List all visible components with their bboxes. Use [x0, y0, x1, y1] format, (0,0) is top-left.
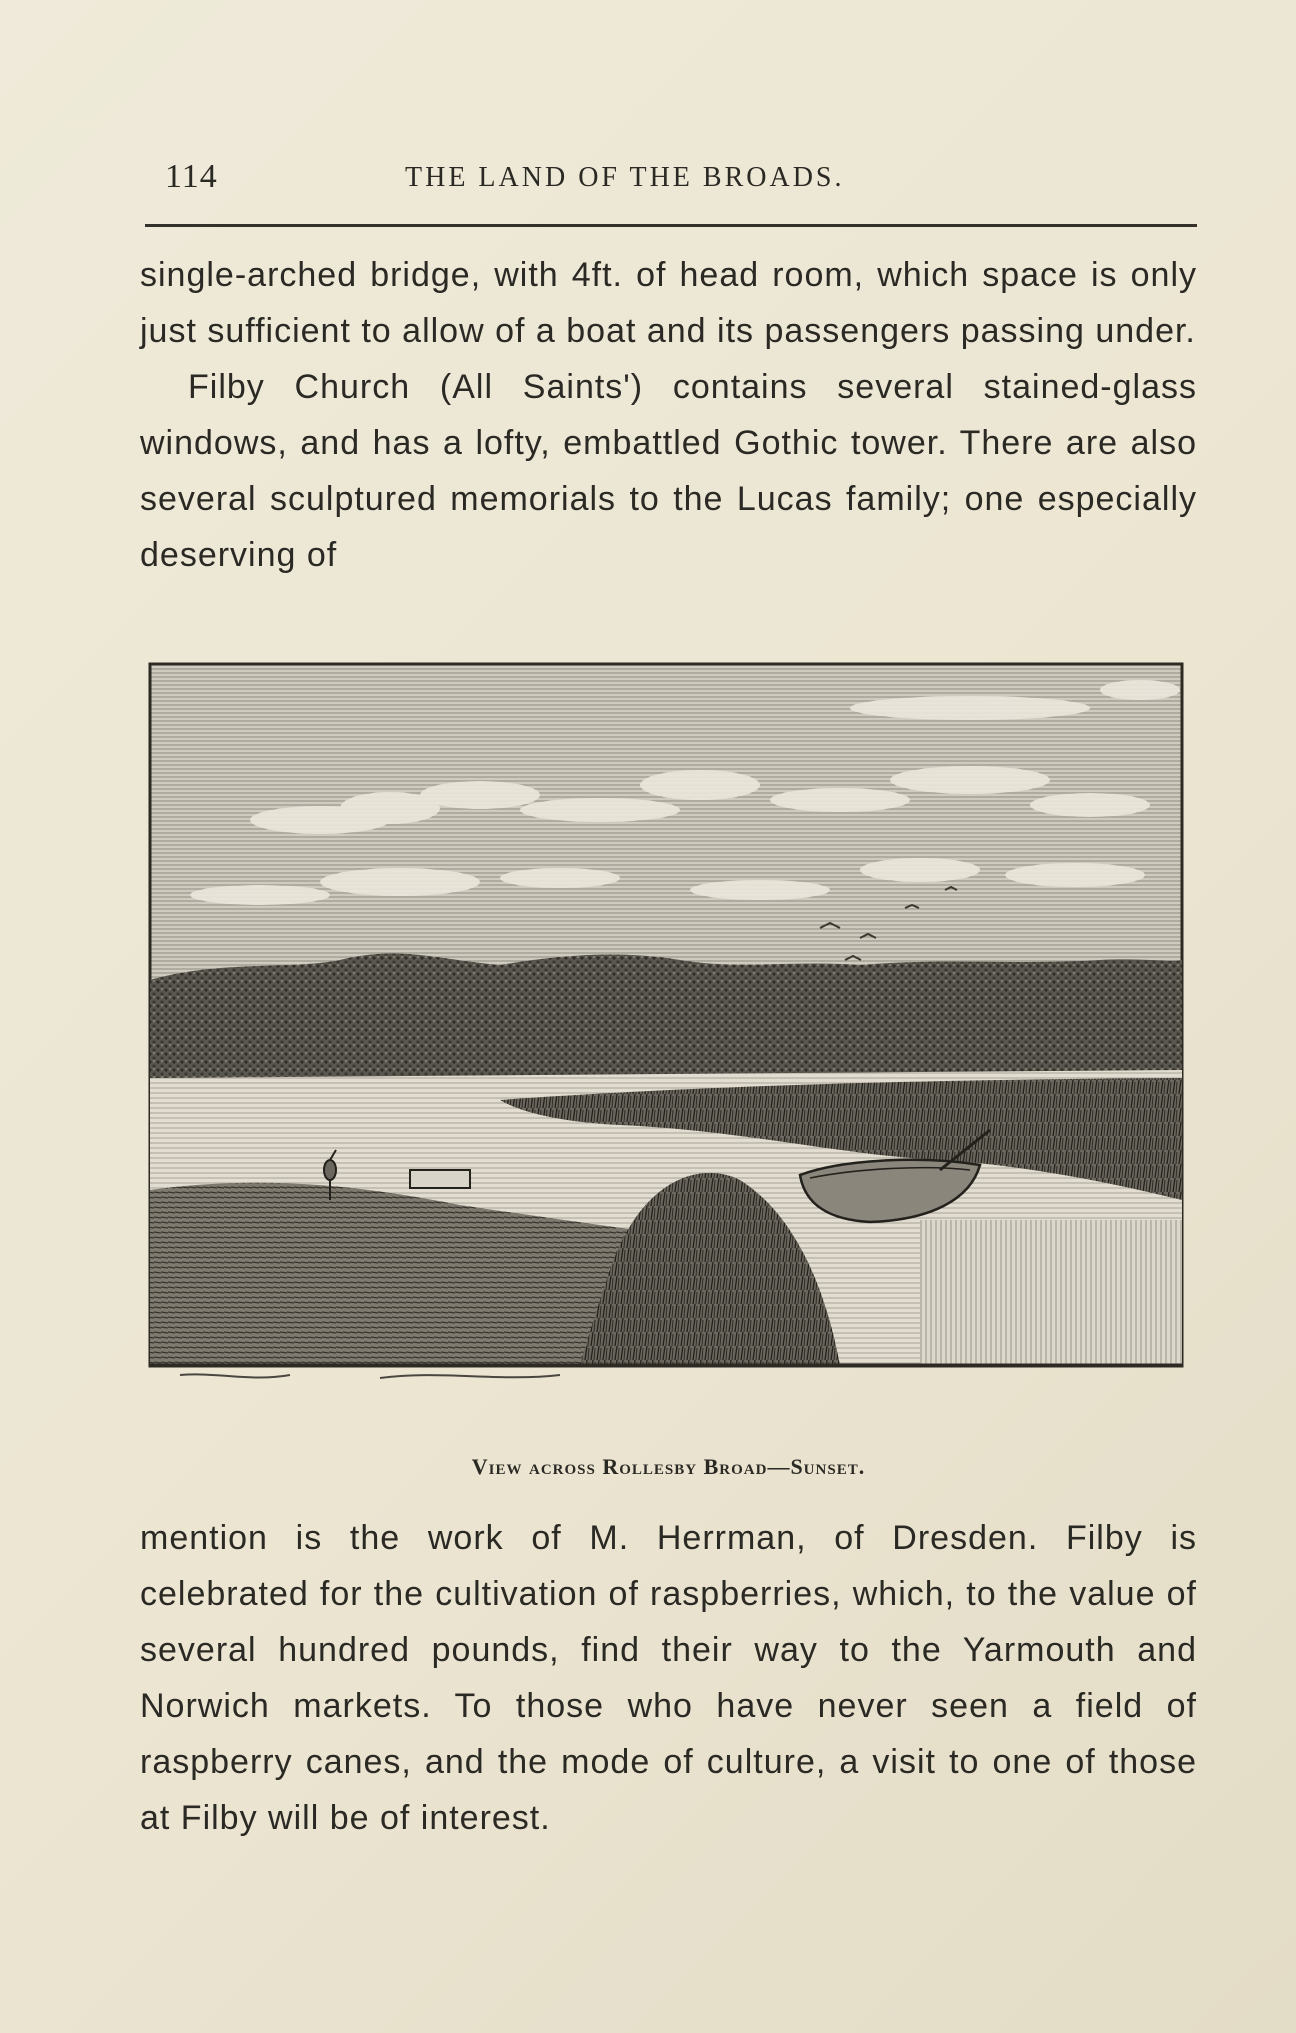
water-reflection: [920, 1220, 1182, 1365]
paragraph-raspberries: mention is the work of M. Herrman, of Dresden. Filby is celebrated for the cultivation of raspberries, which, to the value of several hundred pounds, find their way to the Yarmouth and Norwich markets. To those who have never seen a field of raspberry canes, and the mode of culture, a visit to one of those at Filby will be of interest.: [140, 1519, 1197, 1837]
lower-edge-strokes: [180, 1374, 560, 1378]
body-text-top: [140, 247, 1197, 583]
running-head-title: THE LAND OF THE BROADS.: [405, 162, 845, 193]
page-number: 114: [165, 158, 218, 195]
body-text-bottom: [140, 1510, 1197, 1846]
running-head: [165, 158, 1210, 198]
small-boat: [410, 1170, 470, 1188]
engraving-svg: [140, 660, 1190, 1415]
header-rule: [145, 224, 1197, 227]
figure-caption: View across Rollesby Broad—Sunset.: [471, 1454, 866, 1479]
paragraph-continued: single-arched bridge, with 4ft. of head room, which space is only just sufficient to allow of a boat and its passengers passing under.: [140, 256, 1197, 350]
tree-line: [150, 954, 1182, 1080]
paragraph-filby-church: Filby Church (All Saints') contains several stained-glass windows, and has a lofty, embattled Gothic tower. There are also several sculptured memorials to the Lucas family; one especially deserving of: [140, 368, 1197, 574]
engraving-illustration: [140, 660, 1190, 1415]
